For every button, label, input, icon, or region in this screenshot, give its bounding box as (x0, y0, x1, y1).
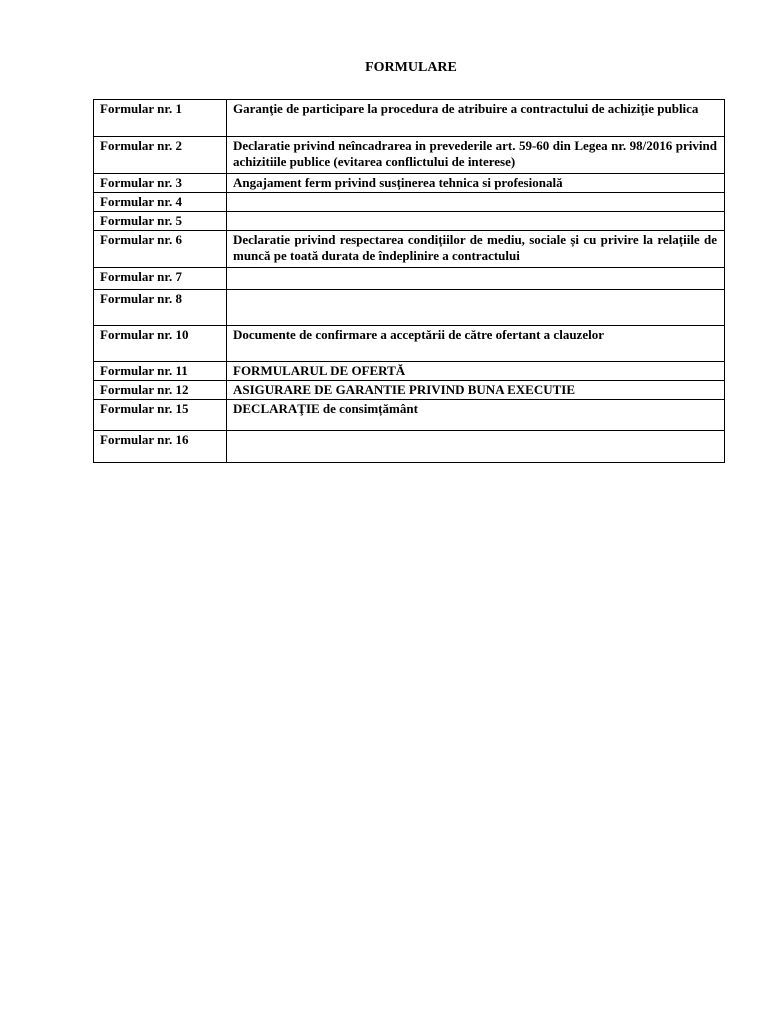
form-description-cell: Garanţie de participare la procedura de atribuire a contractului de achiziție publica (227, 100, 725, 137)
form-description-cell: DECLARAŢIE de consimțământ (227, 400, 725, 431)
form-description-cell: FORMULARUL DE OFERTĂ (227, 362, 725, 381)
table-row (94, 174, 725, 193)
page-title: FORMULARE (365, 60, 457, 75)
form-number-cell: Formular nr. 12 (94, 381, 227, 400)
form-number-cell: Formular nr. 4 (94, 193, 227, 212)
table-row (94, 326, 725, 362)
table-row (94, 212, 725, 231)
form-number-cell: Formular nr. 16 (94, 431, 227, 463)
form-number-cell: Formular nr. 6 (94, 231, 227, 268)
table-row (94, 193, 725, 212)
form-description-cell (227, 268, 725, 290)
form-number-cell: Formular nr. 8 (94, 290, 227, 326)
form-description-cell (227, 431, 725, 463)
form-description-cell: Declaratie privind neîncadrarea in prevederile art. 59-60 din Legea nr. 98/2016 privind achizitiile publice (evitarea conflictului de interese) (227, 137, 725, 174)
form-number-cell: Formular nr. 1 (94, 100, 227, 137)
form-number-cell: Formular nr. 5 (94, 212, 227, 231)
table-row (94, 231, 725, 268)
table-row (94, 400, 725, 431)
form-description-cell: Documente de confirmare a acceptării de către ofertant a clauzelor (227, 326, 725, 362)
form-number-cell: Formular nr. 7 (94, 268, 227, 290)
form-number-cell: Formular nr. 3 (94, 174, 227, 193)
table-row (94, 290, 725, 326)
table-row (94, 362, 725, 381)
table-row (94, 268, 725, 290)
form-number-cell: Formular nr. 10 (94, 326, 227, 362)
table-row (94, 100, 725, 137)
form-description-cell (227, 212, 725, 231)
table-row (94, 137, 725, 174)
form-description-cell: Declaratie privind respectarea condițiilor de mediu, sociale și cu privire la relațiile de muncă pe toată durata de îndeplinire a contractului (227, 231, 725, 268)
form-description-cell (227, 290, 725, 326)
form-number-cell: Formular nr. 11 (94, 362, 227, 381)
form-description-cell (227, 193, 725, 212)
form-number-cell: Formular nr. 2 (94, 137, 227, 174)
form-description-cell: Angajament ferm privind susținerea tehnica si profesională (227, 174, 725, 193)
table-row (94, 431, 725, 463)
forms-table (93, 99, 725, 463)
form-description-cell: ASIGURARE DE GARANTIE PRIVIND BUNA EXECUTIE (227, 381, 725, 400)
table-row (94, 381, 725, 400)
form-number-cell: Formular nr. 15 (94, 400, 227, 431)
